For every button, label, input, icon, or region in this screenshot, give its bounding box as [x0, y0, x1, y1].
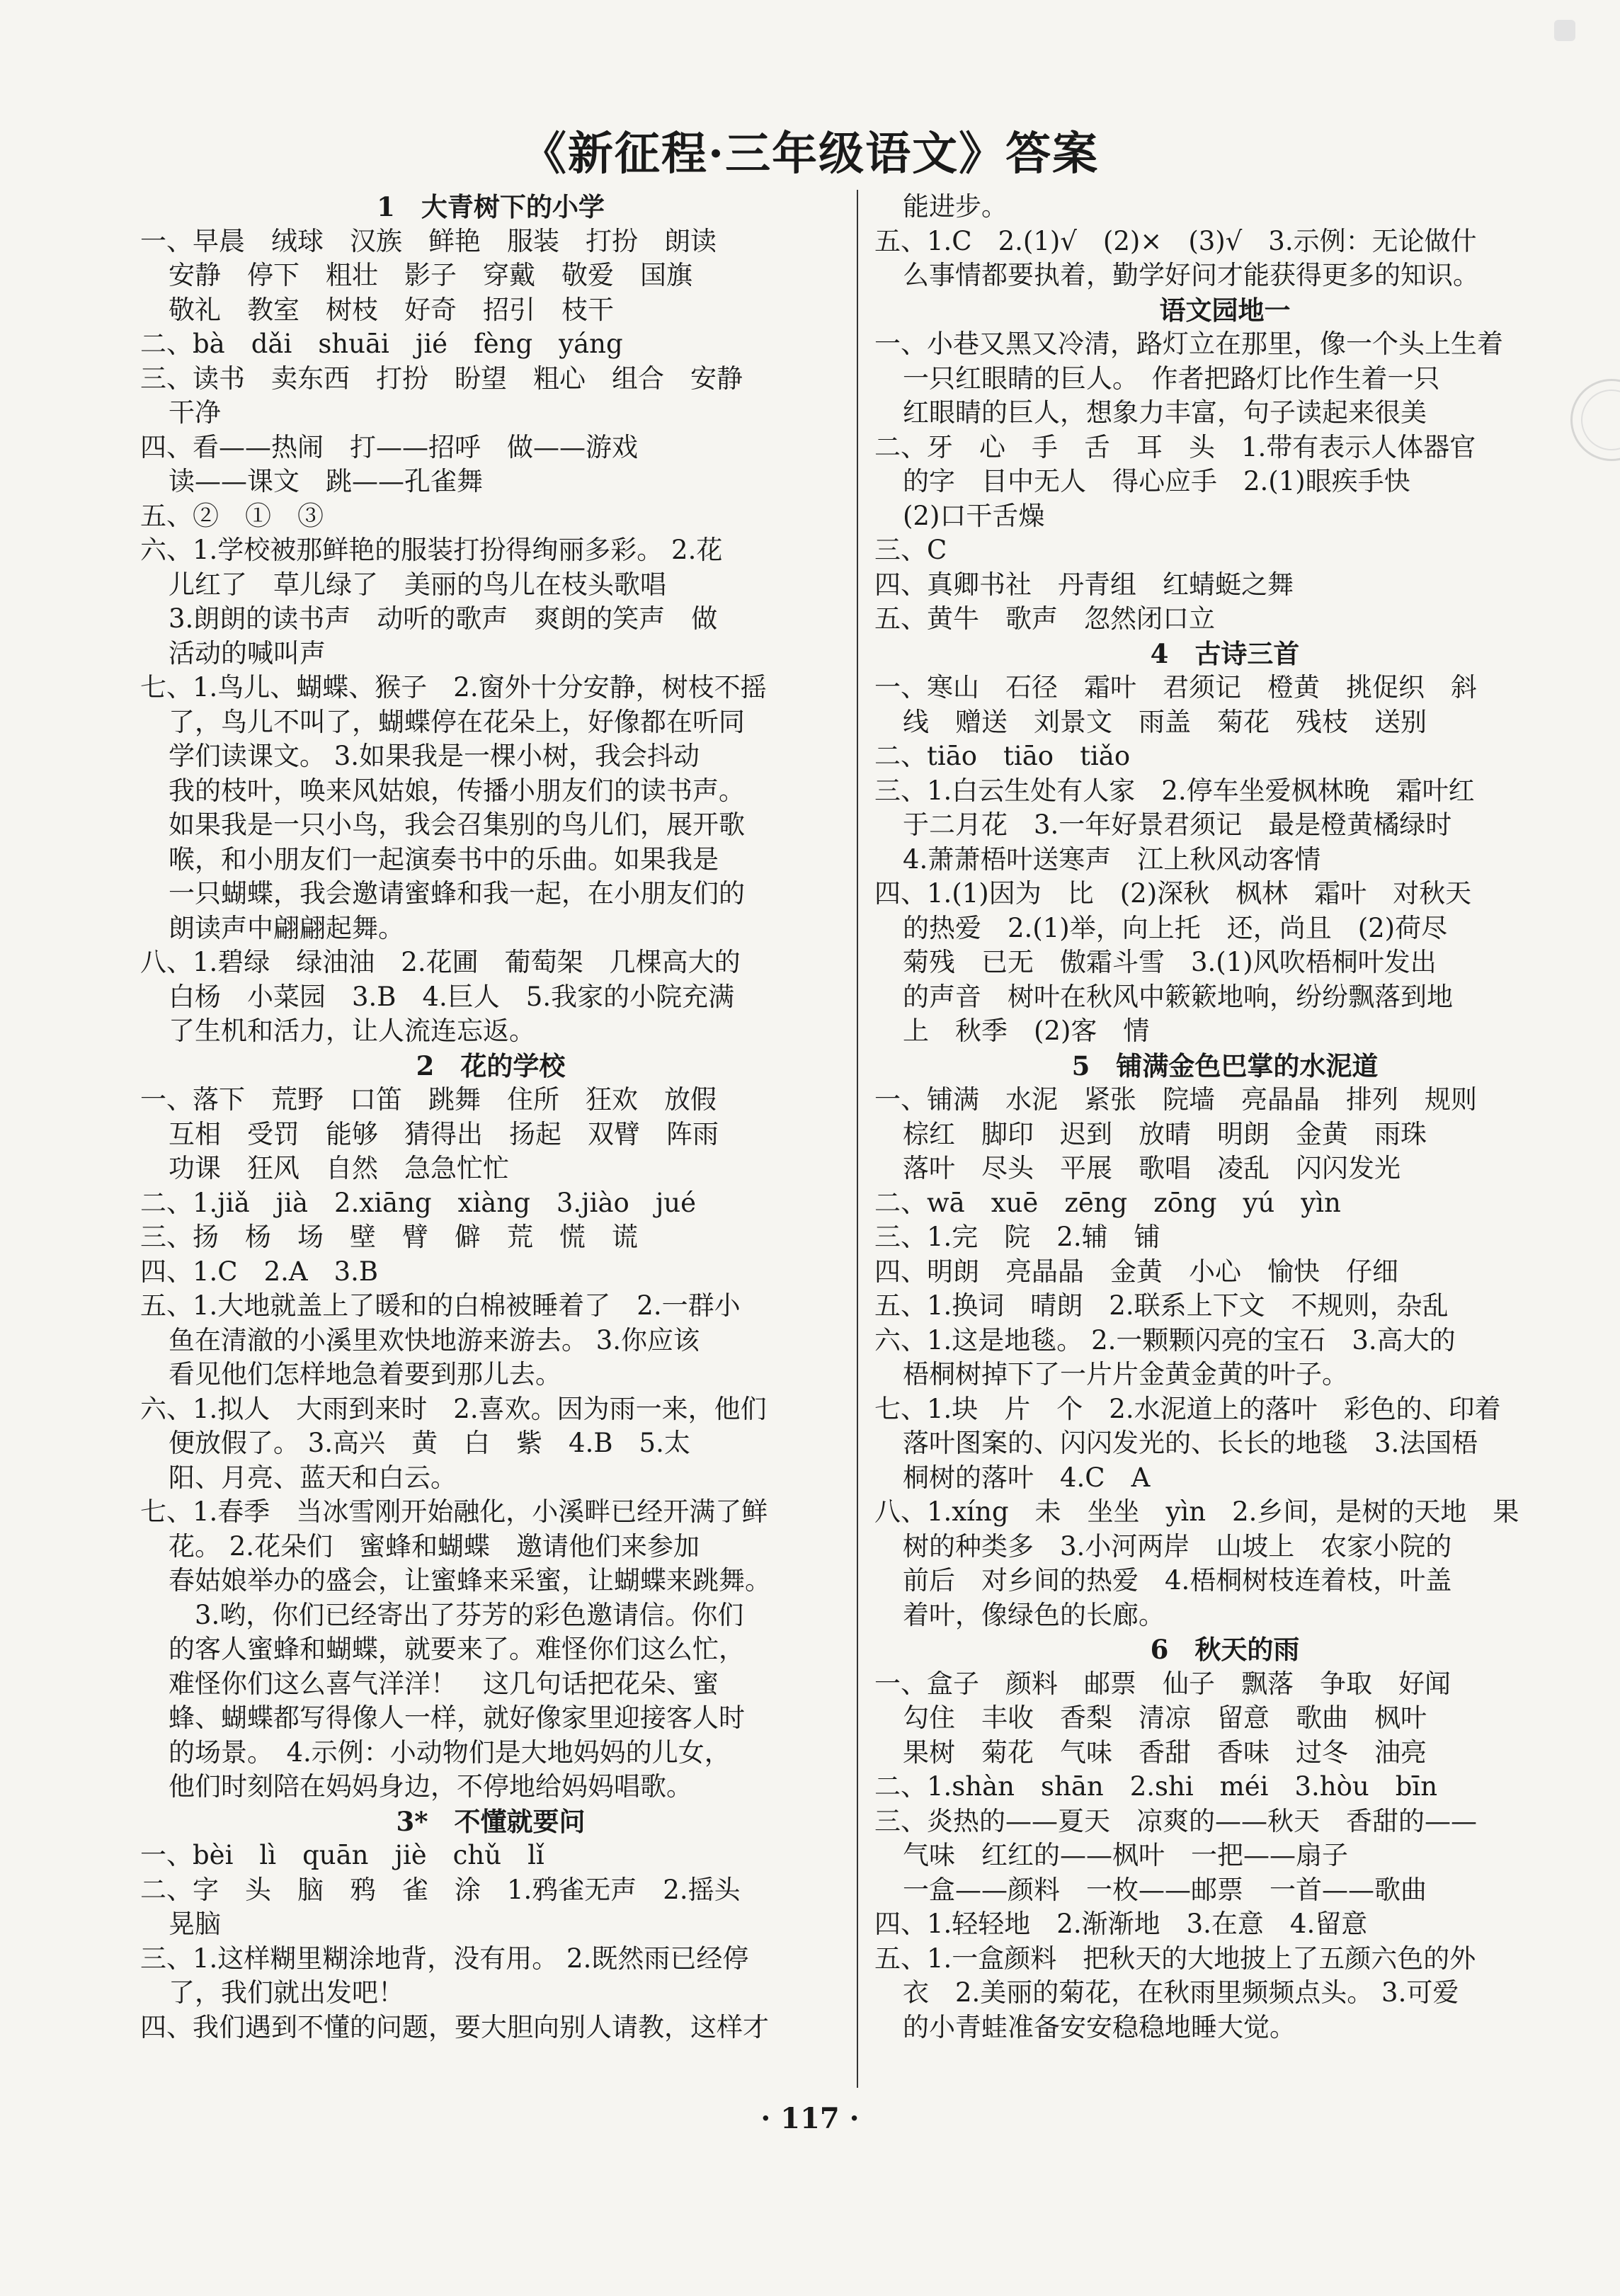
answer-line: 四、看——热闹 打——招呼 做——游戏 — [140, 431, 638, 462]
answer-line: 一、寒山 石径 霜叶 君须记 橙黄 挑促织 斜 — [874, 672, 1477, 703]
answer-line: 七、1.春季 当冰雪刚开始融化，小溪畔已经开满了鲜 — [140, 1496, 768, 1527]
answer-line: 六、1.拟人 大雨到来时 2.喜欢。因为雨一来，他们 — [140, 1393, 767, 1424]
answer-line: 二、tiāo tiāo tiǎo — [874, 741, 1131, 771]
corner-mark-icon — [1554, 20, 1575, 41]
answer-line: (2)口干舌燥 — [903, 500, 1045, 531]
answer-line: 如果我是一只小鸟，我会召集别的鸟儿们，展开歌 — [169, 809, 745, 840]
answer-line: 八、1.碧绿 绿油油 2.花圃 葡萄架 几棵高大的 — [140, 947, 741, 977]
answer-line: 朗读声中翩翩起舞。 — [169, 912, 404, 943]
answer-line: 前后 对乡间的热爱 4.梧桐树枝连着枝，叶盖 — [903, 1565, 1452, 1596]
answer-line: 他们时刻陪在妈妈身边，不停地给妈妈唱歌。 — [169, 1771, 692, 1802]
answer-line: 二、牙 心 手 舌 耳 头 1.带有表示人体器官 — [874, 431, 1476, 462]
answer-line: 六、1.学校被那鲜艳的服装打扮得绚丽多彩。 2.花 — [140, 535, 723, 565]
answer-line: 二、bà dǎi shuāi jié fèng yáng — [140, 329, 623, 359]
answer-line: 三、炎热的——夏天 凉爽的——秋天 香甜的—— — [874, 1805, 1477, 1836]
answer-line: 安静 停下 粗壮 影子 穿戴 敬爱 国旗 — [169, 260, 692, 290]
page-title: 《新征程·三年级语文》答案 — [520, 127, 1100, 181]
answer-line: 了，我们就出发吧！ — [169, 1977, 404, 2008]
answer-line: 勾住 丰收 香梨 清凉 留意 歌曲 枫叶 — [903, 1703, 1427, 1733]
answer-line: 三、读书 卖东西 打扮 盼望 粗心 组合 安静 — [140, 363, 743, 394]
answer-line: 三、1.这样糊里糊涂地背，没有用。 2.既然雨已经停 — [140, 1943, 749, 1974]
answer-line: 三、C — [874, 535, 947, 565]
section-heading: 2 花的学校 — [416, 1050, 566, 1081]
answer-line: 于二月花 3.一年好景君须记 最是橙黄橘绿时 — [903, 809, 1452, 840]
stamp-seal-icon — [1570, 379, 1620, 461]
answer-line: 干净 — [169, 397, 221, 428]
answer-line: 互相 受罚 能够 猜得出 扬起 双臂 阵雨 — [169, 1118, 719, 1149]
answer-line: 的声音 树叶在秋风中簌簌地响，纷纷飘落到地 — [903, 981, 1453, 1012]
answer-line: 八、1.xíng 未 坐坐 yìn 2.乡间，是树的天地 果 — [874, 1496, 1519, 1527]
answer-line: 么事情都要执着，勤学好问才能获得更多的知识。 — [903, 260, 1479, 290]
answer-line: 花。 2.花朵们 蜜蜂和蝴蝶 邀请他们来参加 — [169, 1530, 700, 1562]
answer-line: 敬礼 教室 树枝 好奇 招引 枝干 — [169, 294, 614, 325]
answer-line: 五、黄牛 歌声 忽然闭口立 — [874, 603, 1215, 634]
column-divider — [857, 190, 858, 2088]
answer-line: 了，鸟儿不叫了，蝴蝶停在花朵上，好像都在听同 — [169, 706, 745, 737]
answer-line: 六、1.这是地毯。 2.一颗颗闪亮的宝石 3.高大的 — [874, 1324, 1456, 1356]
answer-line: 的小青蛙准备安安稳稳地睡大觉。 — [903, 2011, 1296, 2042]
answer-line: 四、1.C 2.A 3.B — [140, 1256, 379, 1287]
answer-line: 一、铺满 水泥 紧张 院墙 亮晶晶 排列 规则 — [874, 1084, 1477, 1115]
answer-line: 白杨 小菜园 3.B 4.巨人 5.我家的小院充满 — [169, 981, 735, 1012]
answer-line: 落叶 尽头 平展 歌唱 凌乱 闪闪发光 — [903, 1153, 1401, 1183]
answer-line: 红眼睛的巨人，想象力丰富，句子读起来很美 — [903, 397, 1427, 428]
answer-line: 五、② ① ③ — [140, 500, 324, 531]
answer-line: 春姑娘举办的盛会，让蜜蜂来采蜜，让蝴蝶来跳舞。 — [169, 1565, 771, 1596]
answer-line: 难怪你们这么喜气洋洋！ 这几句话把花朵、蜜 — [169, 1668, 719, 1699]
answer-line: 功课 狂风 自然 急急忙忙 — [169, 1153, 509, 1183]
answer-line: 4.萧萧梧叶送寒声 江上秋风动客情 — [903, 843, 1321, 875]
answer-line: 四、真卿书社 丹青组 红蜻蜓之舞 — [874, 569, 1294, 600]
section-heading: 5 铺满金色巴掌的水泥道 — [1071, 1050, 1379, 1081]
answer-line: 果树 菊花 气味 香甜 香味 过冬 油亮 — [903, 1737, 1427, 1768]
answer-line: 线 赠送 刘景文 雨盖 菊花 残枝 送别 — [903, 706, 1427, 737]
answer-line: 一盒——颜料 一枚——邮票 一首——歌曲 — [903, 1874, 1427, 1905]
answer-line: 棕红 脚印 迟到 放晴 明朗 金黄 雨珠 — [903, 1118, 1427, 1149]
answer-line: 二、1.shàn shān 2.shi méi 3.hòu bīn — [874, 1771, 1438, 1802]
answer-line: 落叶图案的、闪闪发光的、长长的地毯 3.法国梧 — [903, 1428, 1478, 1458]
answer-line: 我的枝叶，唤来风姑娘，传播小朋友们的读书声。 — [169, 775, 745, 806]
answer-line: 一、小巷又黑又冷清，路灯立在那里，像一个头上生着 — [874, 329, 1503, 359]
page-number: · 117 · — [760, 2102, 860, 2135]
answer-line: 蜂、蝴蝶都写得像人一样，就好像家里迎接客人时 — [169, 1703, 745, 1733]
answer-line: 衣 2.美丽的菊花，在秋雨里频频点头。 3.可爱 — [903, 1977, 1459, 2008]
answer-line: 一、早晨 绒球 汉族 鲜艳 服装 打扮 朗读 — [140, 225, 717, 256]
answer-line: 着叶，像绿色的长廊。 — [903, 1599, 1165, 1630]
answer-line: 一只蝴蝶，我会邀请蜜蜂和我一起，在小朋友们的 — [169, 878, 745, 909]
answer-line: 三、扬 杨 场 壁 臂 僻 荒 慌 谎 — [140, 1222, 638, 1252]
answer-line: 二、1.jiǎ jià 2.xiāng xiàng 3.jiào jué — [140, 1187, 697, 1218]
answer-line: 五、1.一盒颜料 把秋天的大地披上了五颜六色的外 — [874, 1943, 1476, 1974]
left-column — [140, 190, 841, 2045]
answer-line: 一、落下 荒野 口笛 跳舞 住所 狂欢 放假 — [140, 1084, 717, 1115]
right-column — [874, 190, 1575, 2045]
answer-line: 桐树的落叶 4.C A — [903, 1462, 1151, 1493]
section-heading: 1 大青树下的小学 — [377, 191, 605, 222]
answer-line: 读——课文 跳——孔雀舞 — [169, 466, 483, 496]
answer-line: 气味 红红的——枫叶 一把——扇子 — [903, 1840, 1348, 1870]
answer-line: 一只红眼睛的巨人。 作者把路灯比作生着一只 — [903, 363, 1440, 394]
answer-line: 3.哟，你们已经寄出了芬芳的彩色邀请信。你们 — [169, 1599, 744, 1630]
answer-line: 树的种类多 3.小河两岸 山坡上 农家小院的 — [903, 1530, 1452, 1562]
answer-line: 七、1.鸟儿、蝴蝶、猴子 2.窗外十分安静，树枝不摇 — [140, 672, 767, 703]
answer-line: 上 秋季 (2)客 情 — [903, 1016, 1150, 1046]
answer-line: 四、1.(1)因为 比 (2)深秋 枫林 霜叶 对秋天 — [874, 878, 1472, 909]
answer-line: 七、1.块 片 个 2.水泥道上的落叶 彩色的、印着 — [874, 1393, 1501, 1424]
answer-line: 晃脑 — [169, 1909, 221, 1939]
answer-line: 活动的喊叫声 — [169, 637, 326, 669]
answer-line: 3.朗朗的读书声 动听的歌声 爽朗的笑声 做 — [169, 603, 718, 634]
answer-line: 看见他们怎样地急着要到那儿去。 — [169, 1359, 561, 1389]
answer-line: 能进步。 — [903, 191, 1008, 222]
answer-line: 一、bèi lì quān jiè chǔ lǐ — [140, 1840, 544, 1870]
answer-line: 二、字 头 脑 鸦 雀 涂 1.鸦雀无声 2.摇头 — [140, 1874, 741, 1905]
answer-line: 五、1.大地就盖上了暖和的白棉被睡着了 2.一群小 — [140, 1290, 741, 1321]
answer-line: 了生机和活力，让人流连忘返。 — [169, 1016, 535, 1046]
answer-line: 的场景。 4.示例：小动物们是大地妈妈的儿女， — [169, 1737, 731, 1768]
answer-line: 阳、月亮、蓝天和白云。 — [169, 1462, 457, 1493]
answer-line: 的热爱 2.(1)举，向上托 还，尚且 (2)荷尽 — [903, 912, 1448, 943]
answer-line: 便放假了。 3.高兴 黄 白 紫 4.B 5.太 — [169, 1428, 690, 1458]
section-heading: 4 古诗三首 — [1150, 637, 1300, 669]
answer-line: 鱼在清澈的小溪里欢快地游来游去。 3.你应该 — [169, 1324, 700, 1356]
answer-line: 四、我们遇到不懂的问题，要大胆向别人请教，这样才 — [140, 2011, 769, 2042]
section-heading: 6 秋天的雨 — [1150, 1634, 1300, 1665]
answer-line: 菊残 已无 傲霜斗雪 3.(1)风吹梧桐叶发出 — [903, 947, 1437, 977]
answer-line: 的客人蜜蜂和蝴蝶，就要来了。难怪你们这么忙， — [169, 1634, 745, 1664]
answer-line: 一、盒子 颜料 邮票 仙子 飘落 争取 好闻 — [874, 1668, 1451, 1699]
answer-line: 三、1.白云生处有人家 2.停车坐爱枫林晚 霜叶红 — [874, 775, 1475, 806]
answer-line: 三、1.完 院 2.辅 铺 — [874, 1222, 1160, 1252]
answer-line: 二、wā xuē zēng zōng yú yìn — [874, 1187, 1341, 1218]
answer-line: 儿红了 草儿绿了 美丽的鸟儿在枝头歌唱 — [169, 569, 666, 600]
answer-line: 喉，和小朋友们一起演奏书中的乐曲。如果我是 — [169, 843, 719, 875]
answer-line: 五、1.C 2.(1)√ (2)× (3)√ 3.示例：无论做什 — [874, 225, 1477, 256]
answer-line: 学们读课文。 3.如果我是一棵小树，我会抖动 — [169, 741, 700, 771]
section-heading: 语文园地一 — [1159, 294, 1291, 326]
answer-line: 梧桐树掉下了一片片金黄金黄的叶子。 — [903, 1359, 1348, 1389]
answer-line: 四、1.轻轻地 2.渐渐地 3.在意 4.留意 — [874, 1909, 1368, 1939]
answer-line: 五、1.换词 晴朗 2.联系上下文 不规则，杂乱 — [874, 1290, 1449, 1321]
answer-line: 的字 目中无人 得心应手 2.(1)眼疾手快 — [903, 466, 1410, 496]
section-heading: 3* 不懂就要问 — [396, 1805, 586, 1837]
answer-line: 四、明朗 亮晶晶 金黄 小心 愉快 仔细 — [874, 1256, 1398, 1287]
